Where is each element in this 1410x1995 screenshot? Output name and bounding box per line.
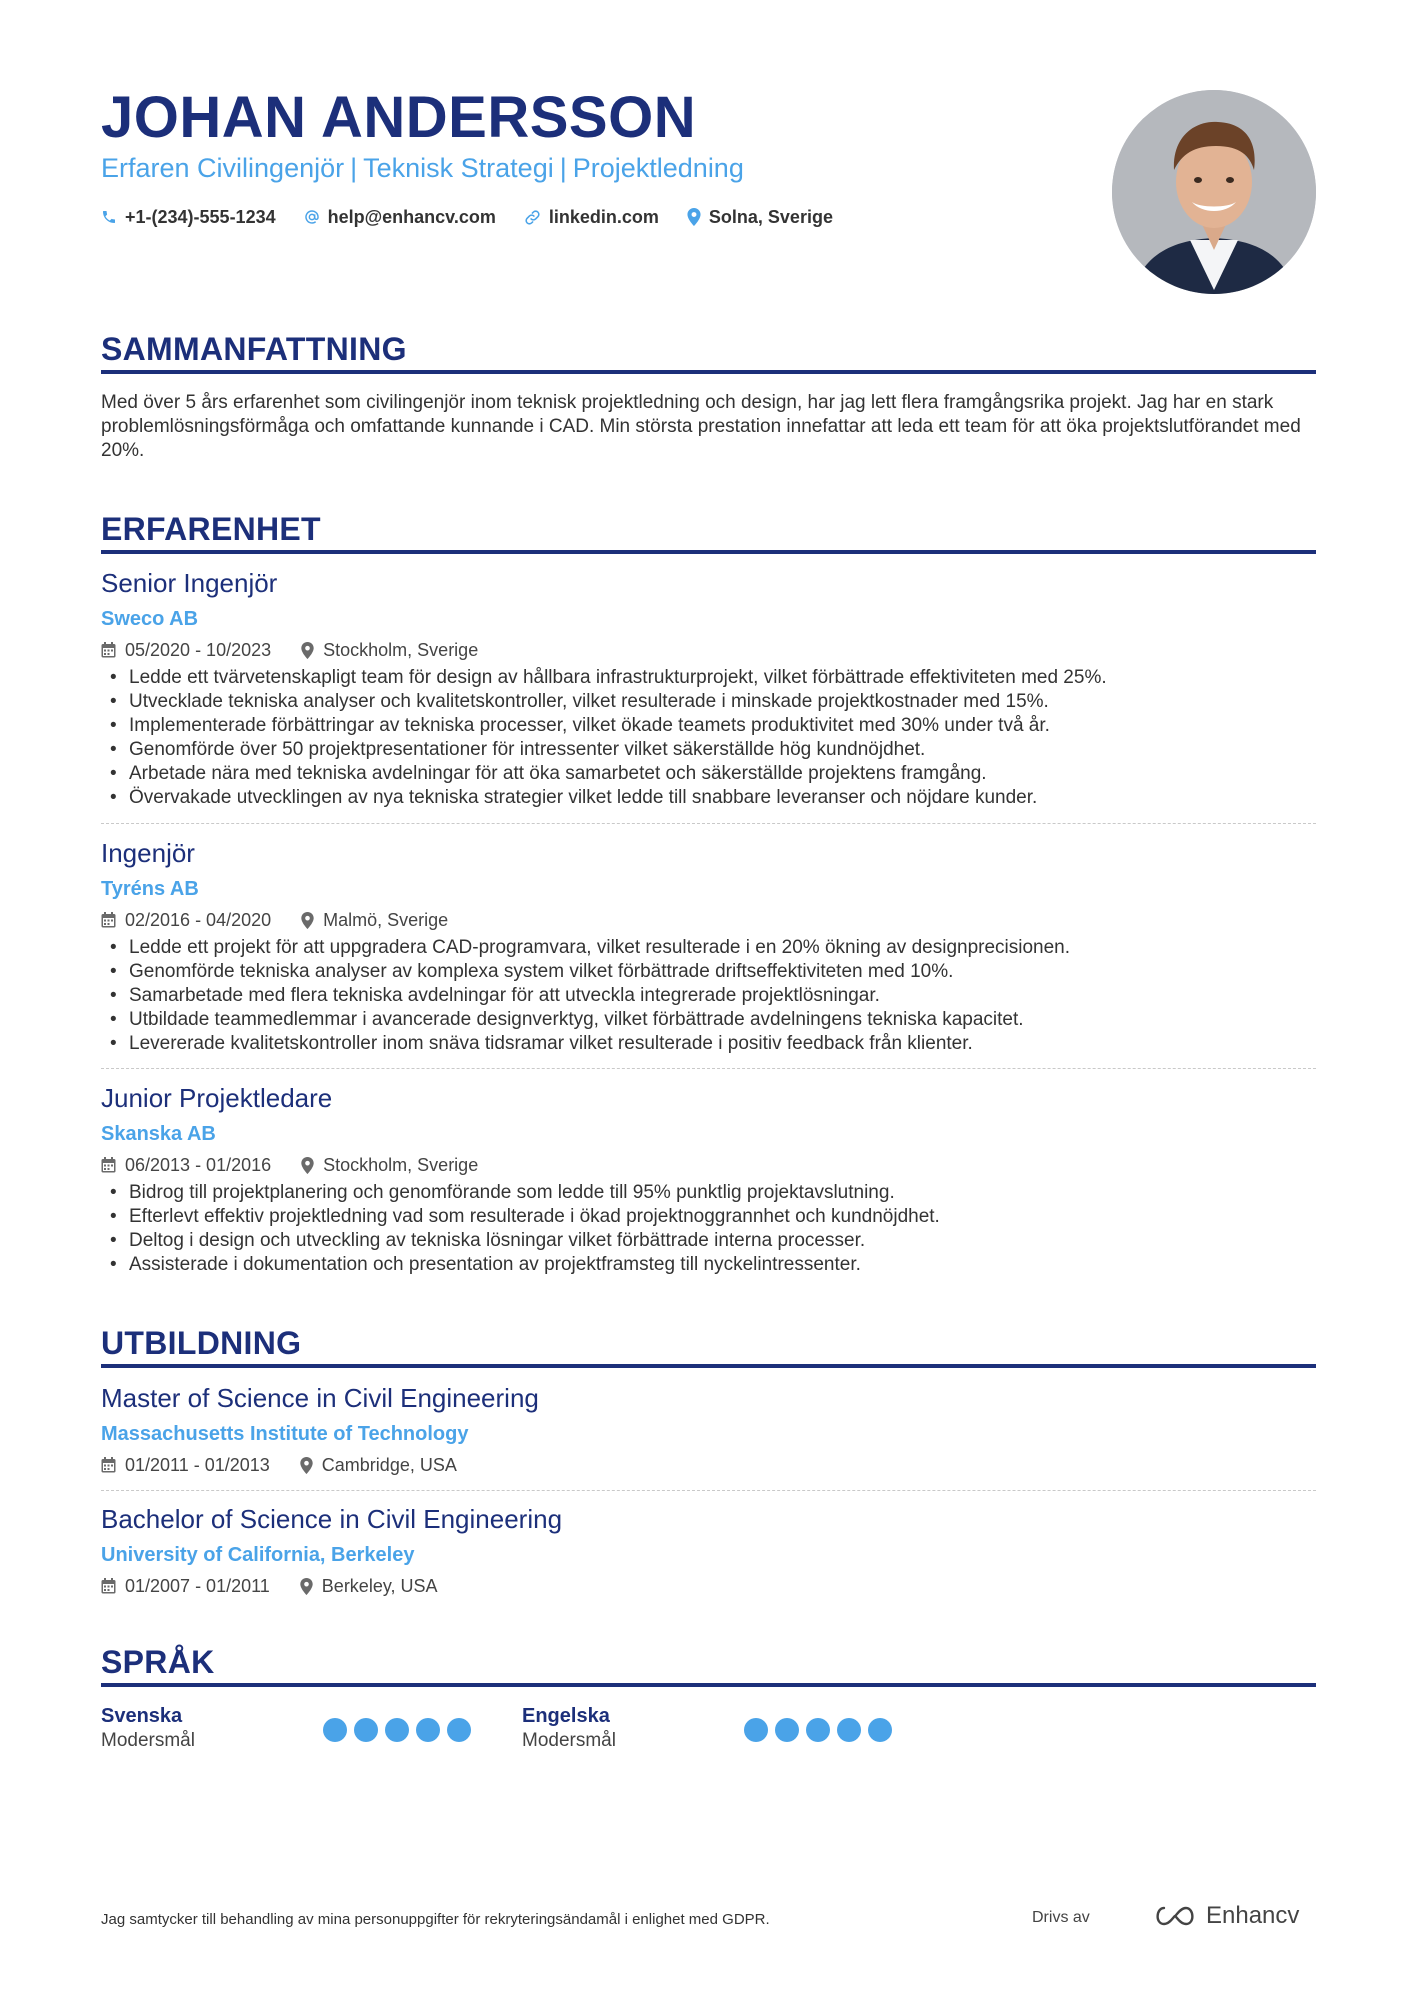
job-dates (101, 908, 271, 932)
education-heading: UTBILDNING (101, 1325, 302, 1361)
contact-location (687, 204, 833, 230)
rating-dot (868, 1718, 892, 1742)
rating-dot (775, 1718, 799, 1742)
calendar-icon (101, 912, 116, 928)
job-location (301, 1153, 478, 1177)
education-meta (101, 1574, 438, 1598)
location-text: Malmö, Sverige (323, 910, 449, 930)
company-name: Skanska AB (101, 1123, 216, 1145)
enhancv-logo-icon (1152, 1904, 1198, 1928)
rating-dot (354, 1718, 378, 1742)
language-level: Modersmål (522, 1730, 616, 1751)
headline-part: Projektledning (572, 153, 744, 183)
degree-title: Master of Science in Civil Engineering (101, 1383, 539, 1413)
job-dates (101, 638, 271, 662)
job-title: Ingenjör (101, 838, 195, 868)
job-dates (101, 1153, 271, 1177)
job-bullets (101, 666, 1316, 810)
location-pin-icon (687, 208, 701, 226)
section-rule (101, 370, 1316, 374)
headline-separator: | (350, 153, 358, 183)
entry-divider (101, 823, 1316, 824)
rating-dot (416, 1718, 440, 1742)
dates-text: 02/2016 - 04/2020 (125, 910, 272, 930)
rating-dot (744, 1718, 768, 1742)
list-item: • Levererade kvalitetskontroller inom snäva tidsramar vilket resulterade i positiv feedback från klienter. (101, 1032, 1316, 1056)
education-location (300, 1574, 438, 1598)
headline (101, 150, 744, 186)
list-item: • Efterlevt effektiv projektledning vad som resulterade i ökad projektnoggrannhet och kundnöjdhet. (101, 1205, 1316, 1229)
location-text: Solna, Sverige (708, 207, 833, 227)
contact-phone[interactable] (101, 204, 276, 230)
section-rule (101, 1364, 1316, 1368)
location-text: Stockholm, Sverige (323, 640, 479, 660)
calendar-icon (101, 1457, 116, 1473)
list-item: • Implementerade förbättringar av tekniska processer, vilket ökade teamets produktivitet med 30% under två år. (101, 714, 1316, 738)
list-item: • Deltog i design och utveckling av tekniska lösningar vilket förbättrade interna processer. (101, 1229, 1316, 1253)
language-level: Modersmål (101, 1730, 195, 1751)
profile-photo (1112, 90, 1316, 294)
education-location (300, 1453, 457, 1477)
list-item: • Bidrog till projektplanering och genomförande som ledde till 95% punktlig projektavslutning. (101, 1181, 1316, 1205)
list-item: • Övervakade utvecklingen av nya tekniska strategier vilket ledde till snabbare leveranser och nöjdare kunder. (101, 786, 1316, 810)
location-pin-icon (301, 642, 314, 659)
language-rating (323, 1718, 471, 1742)
job-meta (101, 908, 448, 932)
calendar-icon (101, 1578, 116, 1594)
dates-text: 06/2013 - 01/2016 (125, 1155, 272, 1175)
link-icon (524, 209, 541, 226)
dates-text: 01/2007 - 01/2011 (125, 1576, 270, 1596)
headline-part: Teknisk Strategi (363, 153, 554, 183)
job-location (301, 908, 448, 932)
enhancv-brand[interactable] (1152, 1900, 1299, 1932)
job-title: Senior Ingenjör (101, 568, 278, 598)
contact-email[interactable] (304, 204, 496, 230)
list-item: • Utbildade teammedlemmar i avancerade designverktyg, vilket förbättrade avdelningens tekniska kapacitet. (101, 1008, 1316, 1032)
dates-text: 05/2020 - 10/2023 (125, 640, 272, 660)
email-text: help@enhancv.com (327, 207, 496, 227)
gdpr-consent: Jag samtycker till behandling av mina personuppgifter för rekryteringsändamål i enlighet med GDPR. (101, 1911, 770, 1928)
education-dates (101, 1574, 270, 1598)
experience-heading: ERFARENHET (101, 511, 321, 547)
summary-text: Med över 5 års erfarenhet som civilingenjör inom teknisk projektledning och design, har jag lett flera framgångsrika projekt. Jag har en stark problemlösningsförmåga och omfattande kunnande i CAD. Min största prestation innefattar att leda ett team för att öka projektslutförandet med 20%. (101, 392, 1301, 461)
phone-icon (101, 209, 117, 225)
list-item: • Samarbetade med flera tekniska avdelningar för att utveckla integrerade projektlösningar. (101, 984, 1316, 1008)
list-item: • Arbetade nära med tekniska avdelningar för att öka samarbetet och säkerställde projektens framgång. (101, 762, 1316, 786)
job-meta (101, 638, 478, 662)
school-name: University of California, Berkeley (101, 1544, 415, 1566)
contact-linkedin[interactable] (524, 204, 659, 230)
company-name: Tyréns AB (101, 878, 199, 900)
education-meta (101, 1453, 457, 1477)
location-text: Stockholm, Sverige (323, 1155, 479, 1175)
job-title: Junior Projektledare (101, 1083, 333, 1113)
list-item: • Genomförde över 50 projektpresentationer för intressenter vilket säkerställde hög kundnöjdhet. (101, 738, 1316, 762)
entry-divider (101, 1490, 1316, 1491)
job-meta (101, 1153, 478, 1177)
candidate-name: JOHAN ANDERSSON (101, 85, 697, 150)
headline-separator: | (559, 153, 567, 183)
phone-text: +1-(234)-555-1234 (125, 207, 276, 227)
location-pin-icon (301, 912, 314, 929)
section-rule (101, 550, 1316, 554)
language-rating (744, 1718, 892, 1742)
job-bullets (101, 1181, 1316, 1277)
contact-row (101, 204, 833, 230)
job-bullets (101, 936, 1316, 1056)
rating-dot (806, 1718, 830, 1742)
school-name: Massachusetts Institute of Technology (101, 1423, 469, 1445)
at-icon (304, 209, 320, 225)
headline-part: Erfaren Civilingenjör (101, 153, 345, 183)
job-location (301, 638, 478, 662)
rating-dot (447, 1718, 471, 1742)
entry-divider (101, 1068, 1316, 1069)
education-dates (101, 1453, 270, 1477)
list-item: • Assisterade i dokumentation och presentation av projektframsteg till nyckelintressenter. (101, 1253, 1316, 1277)
language-name: Engelska (522, 1705, 610, 1727)
calendar-icon (101, 642, 116, 658)
company-name: Sweco AB (101, 608, 199, 630)
brand-name: Enhancv (1206, 1902, 1300, 1929)
summary-heading: SAMMANFATTNING (101, 331, 407, 367)
language-name: Svenska (101, 1705, 183, 1727)
list-item: • Utvecklade tekniska analyser och kvalitetskontroller, vilket resulterade i minskade projektkostnader med 15%. (101, 690, 1316, 714)
location-text: Berkeley, USA (321, 1576, 438, 1596)
powered-by: Drivs av (1032, 1909, 1090, 1926)
location-pin-icon (300, 1457, 313, 1474)
degree-title: Bachelor of Science in Civil Engineering (101, 1504, 563, 1534)
list-item: • Ledde ett projekt för att uppgradera CAD-programvara, vilket resulterade i en 20% ökning av designprecisionen. (101, 936, 1316, 960)
languages-heading: SPRÅK (101, 1644, 215, 1680)
location-text: Cambridge, USA (321, 1455, 457, 1475)
list-item: • Ledde ett tvärvetenskapligt team för design av hållbara infrastrukturprojekt, vilket förbättrade effektiviteten med 25%. (101, 666, 1316, 690)
rating-dot (837, 1718, 861, 1742)
calendar-icon (101, 1157, 116, 1173)
location-pin-icon (301, 1157, 314, 1174)
list-item: • Genomförde tekniska analyser av komplexa system vilket förbättrade driftseffektiviteten med 10%. (101, 960, 1316, 984)
linkedin-text: linkedin.com (548, 207, 659, 227)
dates-text: 01/2011 - 01/2013 (125, 1455, 270, 1475)
rating-dot (385, 1718, 409, 1742)
section-rule (101, 1683, 1316, 1687)
rating-dot (323, 1718, 347, 1742)
location-pin-icon (300, 1578, 313, 1595)
